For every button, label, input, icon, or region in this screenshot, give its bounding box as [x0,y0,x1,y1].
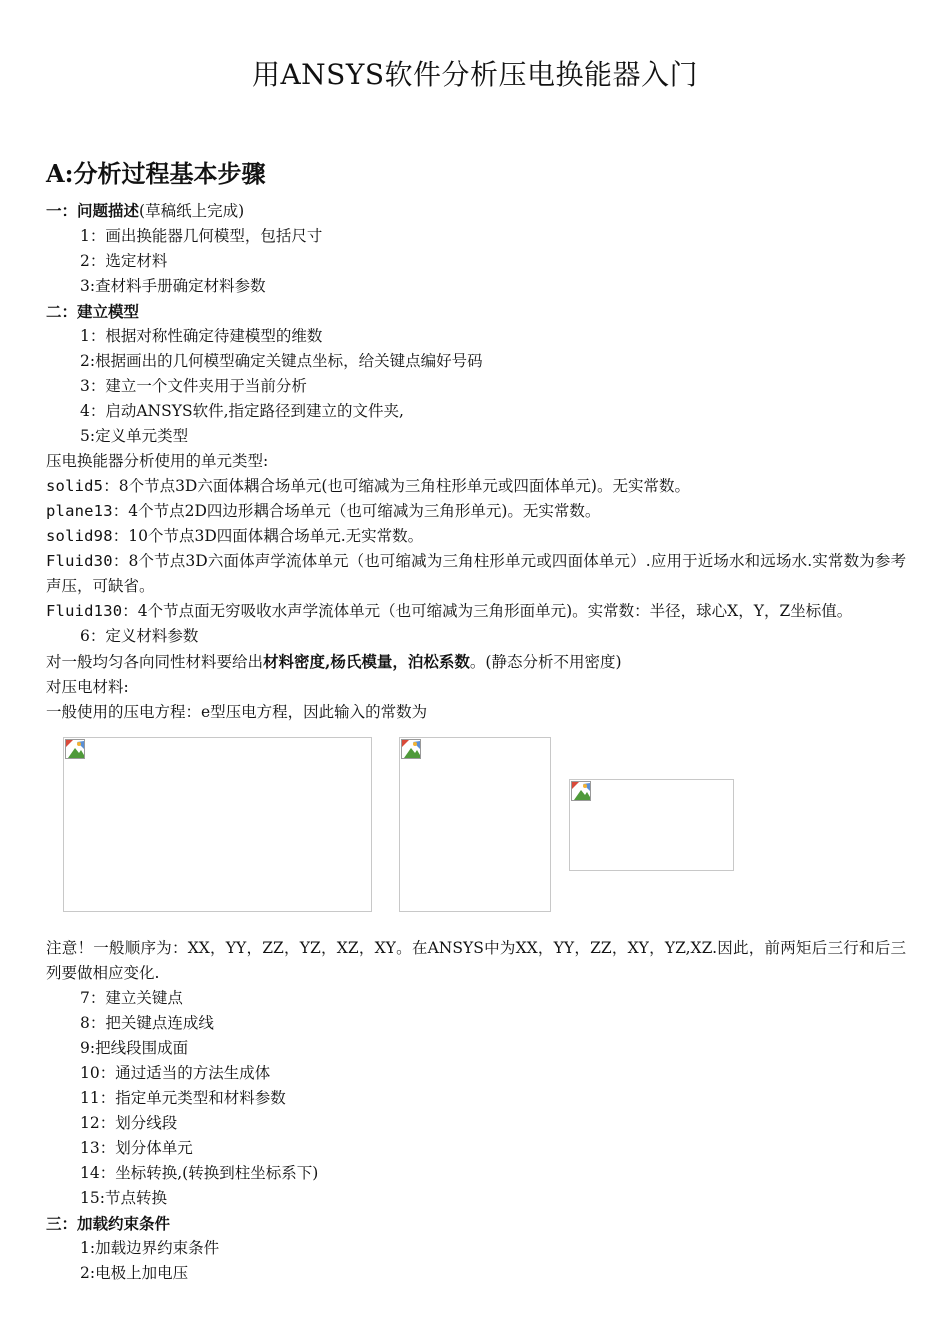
step2-item: 3：建立一个文件夹用于当前分析 [80,377,307,395]
step1-item: 3:查材料手册确定材料参数 [80,277,266,295]
step2-item: 13：划分体单元 [80,1139,193,1157]
element-solid98 [46,524,906,549]
step2-item-6: 6：定义材料参数 [80,627,199,645]
material-bold: 材料密度,杨氏模量，泊松系数 [263,652,470,671]
material-params [46,649,906,675]
piezo-intro: 对压电材料: [46,678,129,696]
document-title: 用ANSYS软件分析压电换能器入门 [251,58,699,91]
document-body [46,198,906,1286]
step3-item: 2:电极上加电压 [80,1264,189,1282]
step2-item: 10：通过适当的方法生成体 [80,1064,271,1082]
material-pre: 对一般均匀各向同性材料要给出 [46,653,264,671]
matrix-image-2 [399,737,551,912]
step1-heading-rest: (草稿纸上完成) [139,202,245,220]
element-name: solid98 [46,527,113,545]
broken-image-icon [401,739,421,759]
broken-image-icon [65,739,85,759]
element-desc: ：4个节点面无穷吸收水声学流体单元（也可缩减为三角形面单元)。实常数：半径，球心X，Y，Z坐标值。 [122,602,853,620]
step3-item: 1:加载边界约束条件 [80,1239,220,1257]
step1-item: 2：选定材料 [80,252,168,270]
material-post: 。(静态分析不用密度) [469,653,622,671]
step2-item: 5:定义单元类型 [80,427,189,445]
step1-heading-bold: 一：问题描述 [46,201,140,220]
element-desc: ：10个节点3D四面体耦合场单元.无实常数。 [112,527,424,545]
step1-item: 1：画出换能器几何模型，包括尺寸 [80,227,323,245]
matrix-image-1 [63,737,372,912]
section-heading-a: A:分析过程基本步骤 [46,159,266,188]
element-name: plane13 [46,502,113,520]
step1-heading [46,198,906,224]
element-desc: ：8个节点3D六面体耦合场单元(也可缩减为三角柱形单元或四面体单元)。无实常数。 [103,477,690,495]
element-solid5 [46,474,906,499]
element-name: solid5 [46,477,104,495]
step2-item: 1：根据对称性确定待建模型的维数 [80,327,323,345]
piezo-equation: 一般使用的压电方程：e型压电方程，因此输入的常数为 [46,703,428,721]
matrix-images [46,731,906,936]
step2-item: 7：建立关键点 [80,989,183,1007]
element-intro: 压电换能器分析使用的单元类型: [46,452,269,470]
element-fluid130 [46,599,906,624]
step2-item: 15:节点转换 [80,1189,167,1207]
step2-item: 4：启动ANSYS软件,指定路径到建立的文件夹, [80,402,404,420]
step2-item: 8：把关键点连成线 [80,1014,214,1032]
step2-item: 2:根据画出的几何模型确定关键点坐标，给关键点编好号码 [80,352,483,370]
order-note: 注意！一般顺序为：XX，YY，ZZ，YZ，XZ，XY。在ANSYS中为XX，YY，ZZ，XY，YZ,XZ.因此，前两矩后三行和后三列要做相应变化. [46,939,906,982]
matrix-image-3 [569,779,734,871]
step3-heading: 三：加载约束条件 [46,1214,171,1233]
step2-item: 14：坐标转换,(转换到柱坐标系下) [80,1164,319,1182]
step2-item: 12：划分线段 [80,1114,178,1132]
element-fluid30 [46,549,906,599]
broken-image-icon [571,781,591,801]
step2-item: 11：指定单元类型和材料参数 [80,1089,286,1107]
element-desc: ：8个节点3D六面体声学流体单元（也可缩减为三角柱形单元或四面体单元）.应用于近场水和远场水.实常数为参考声压，可缺省。 [46,552,906,595]
step2-item: 9:把线段围成面 [80,1039,189,1057]
element-name: Fluid130 [46,602,123,620]
element-plane13 [46,499,906,524]
element-name: Fluid30 [46,552,113,570]
element-desc: ：4个节点2D四边形耦合场单元（也可缩减为三角形单元)。无实常数。 [112,502,601,520]
step2-heading: 二：建立模型 [46,302,140,321]
